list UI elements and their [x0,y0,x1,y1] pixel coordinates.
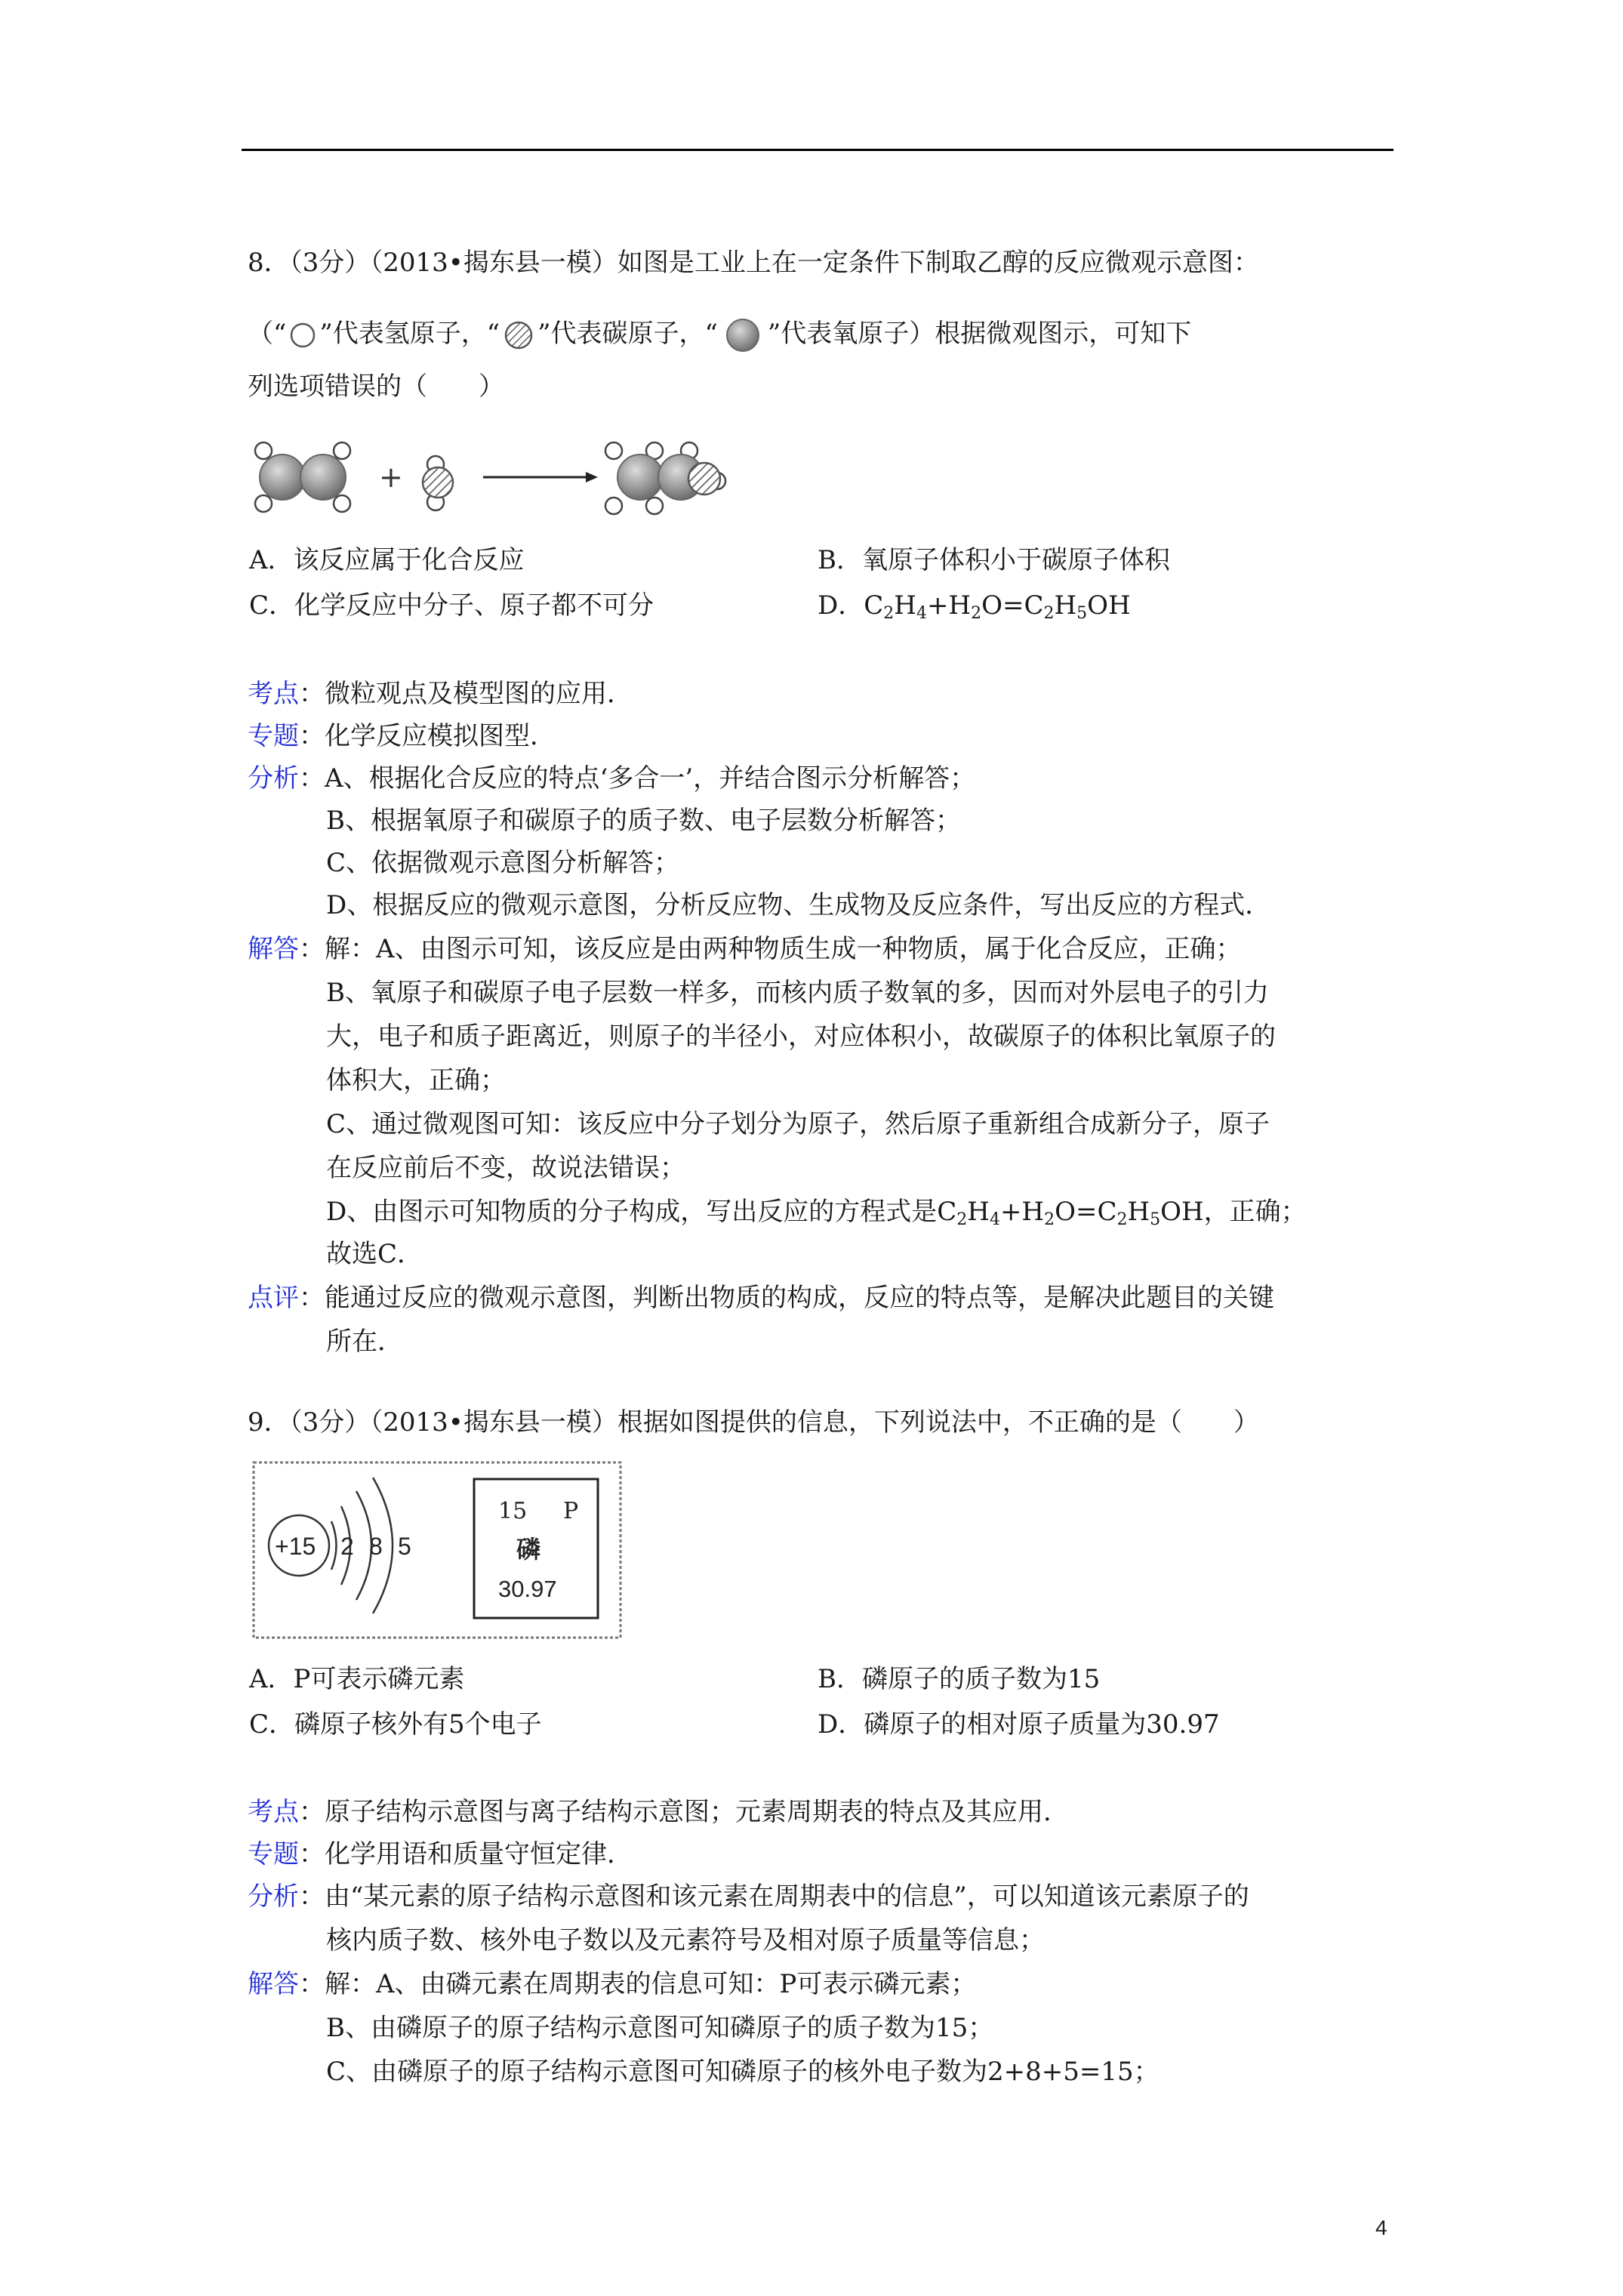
q8-jieda: 解答：解：A、由图示可知，该反应是由两种物质生成一种物质，属于化合反应，正确； [248,934,1242,964]
element-symbol: P [563,1498,579,1524]
oxygen-atom-icon [718,319,768,352]
q9-stem: 9．（3分）（2013•揭东县一模）根据如图提供的信息，下列说法中，不正确的是（ ） [248,1407,1259,1438]
q8-option-c[interactable]: C．化学反应中分子、原子都不可分 [249,590,654,621]
q8-jieda-line: 故选C． [326,1239,423,1269]
q8-stem-line2: （“ ”代表氢原子，“ ”代表碳原子，“ ”代表氧原子）根据微观图示，可知下 [248,317,1191,352]
q8-fenxi-line: D、根据反应的微观示意图，分析反应物、生成物及反应条件，写出反应的方程式． [326,890,1271,920]
reaction-diagram [249,434,762,525]
q8-jieda-line: 体积大，正确； [326,1065,506,1096]
hydrogen-atom-icon [286,320,319,350]
q8-jieda-line: C、通过微观图可知：该反应中分子划分为原子，然后原子重新组合成新分子，原子 [326,1109,1270,1139]
carbon-atom-icon [500,320,537,350]
atom-structure-diagram [269,1478,411,1613]
q9-fenxi-line: 核内质子数、核外电子数以及元素符号及相对原子质量等信息； [326,1925,1045,1955]
q8-stem-line3: 列选项错误的（ ） [248,371,504,402]
q8-jieda-line: 在反应前后不变，故说法错误； [326,1153,685,1183]
q8-fenxi: 分析：A、根据化合反应的特点‘多合一’，并结合图示分析解答； [248,763,976,794]
q9-jieda: 解答：解：A、由磷元素在周期表的信息可知：P可表示磷元素； [248,1969,977,1999]
q9-option-b[interactable]: B．磷原子的质子数为15 [818,1664,1101,1694]
shell-electrons: 2 [340,1533,354,1560]
q8-jieda-line: D、由图示可知物质的分子构成，写出反应的方程式是$C_2H_4+H_2O=C_2H_5OH$，正确； [326,1197,1307,1229]
q9-jieda-line: C、由磷原子的原子结构示意图可知磷原子的核外电子数为2+8+5=15； [326,2057,1160,2087]
q8-dianping: 点评：能通过反应的微观示意图，判断出物质的构成，反应的特点等，是解决此题目的关键 [248,1283,1274,1313]
reaction-arrow [483,472,598,482]
atomic-number: 15 [498,1498,528,1524]
q8-fenxi-line: B、根据氧原子和碳原子的质子数、电子层数分析解答； [326,806,961,836]
q8-stem-line1: 8．（3分）（2013•揭东县一模）如图是工业上在一定条件下制取乙醇的反应微观示意图： [248,248,1259,278]
plus-sign: + [379,461,403,494]
q9-option-a[interactable]: A．P可表示磷元素 [249,1664,465,1694]
q8-kaodian: 考点：微粒观点及模型图的应用． [248,679,633,709]
shell-electrons: 8 [369,1533,383,1560]
atomic-mass: 30.97 [498,1576,557,1602]
q9-kaodian: 考点：原子结构示意图与离子结构示意图；元素周期表的特点及其应用． [248,1797,1069,1827]
ethanol-molecule [605,442,725,514]
q8-jieda-line: B、氧原子和碳原子电子层数一样多，而核内质子数氧的多，因而对外层电子的引力 [326,978,1269,1008]
element-name: 磷 [516,1535,541,1564]
q8-option-a[interactable]: A．该反应属于化合反应 [249,545,525,575]
q9-option-d[interactable]: D．磷原子的相对原子质量为30.97 [818,1709,1220,1740]
q8-dianping-line: 所在． [326,1327,403,1357]
q9-zhuanti: 专题：化学用语和质量守恒定律． [248,1839,633,1869]
shell-electrons: 5 [398,1533,411,1560]
q9-fenxi: 分析：由“某元素的原子结构示意图和该元素在周期表中的信息”，可以知道该元素原子的 [248,1881,1249,1912]
q8-option-b[interactable]: B．氧原子体积小于碳原子体积 [818,545,1170,575]
phosphorus-figure [252,1461,622,1639]
periodic-table-cell [474,1479,598,1618]
q9-option-c[interactable]: C．磷原子核外有5个电子 [249,1709,542,1740]
q8-zhuanti: 专题：化学反应模拟图型． [248,721,556,751]
q9-jieda-line: B、由磷原子的原子结构示意图可知磷原子的质子数为15； [326,2013,994,2043]
q8-option-d[interactable]: D．$C_2H_4+H_2O=C_2H_5OH$ [818,590,1131,623]
header-rule [242,149,1394,151]
q8-jieda-line: 大，电子和质子距离近，则原子的半径小，对应体积小，故碳原子的体积比氧原子的 [326,1022,1276,1052]
ethylene-molecule [255,442,350,512]
page-number: 4 [1375,2216,1387,2239]
nucleus-charge: +15 [275,1533,316,1560]
q8-fenxi-line: C、依据微观示意图分析解答； [326,848,680,878]
water-molecule [423,456,453,510]
